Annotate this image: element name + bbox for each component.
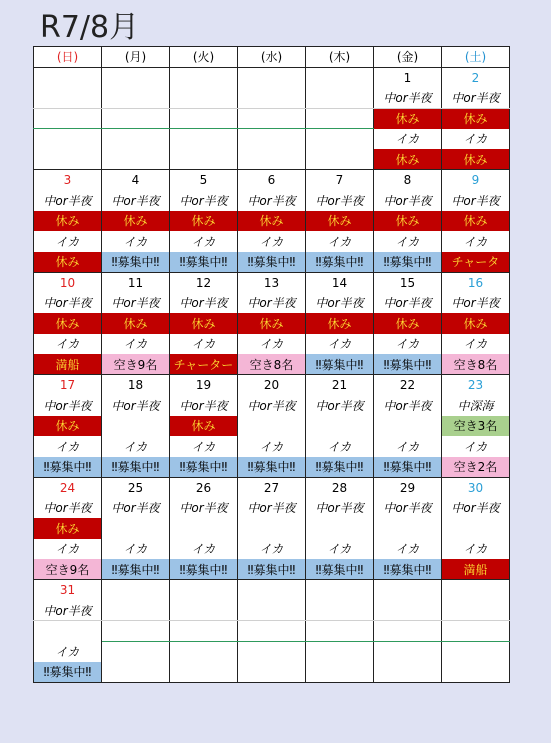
date-cell: 10 <box>34 272 102 293</box>
date-cell: 13 <box>238 272 306 293</box>
session2-cell: イカ <box>374 436 442 457</box>
session2-status-cell: 空き8名 <box>442 354 510 375</box>
week-5-s1_status-row <box>34 518 510 539</box>
session1-cell: 中or半夜 <box>442 88 510 109</box>
session1-status-cell <box>102 416 170 437</box>
session2-status-cell <box>170 149 238 170</box>
session1-status-cell: 休み <box>238 211 306 232</box>
session2-status-cell: ‼募集中‼ <box>374 457 442 478</box>
session1-cell: 中or半夜 <box>374 498 442 519</box>
weekday-header-sat: (土) <box>442 47 510 68</box>
date-cell: 23 <box>442 375 510 396</box>
week-6-s1-row <box>34 600 510 621</box>
session2-cell: イカ <box>374 231 442 252</box>
session2-cell: イカ <box>102 231 170 252</box>
session1-cell: 中or半夜 <box>34 293 102 314</box>
session1-cell: 中or半夜 <box>102 190 170 211</box>
date-cell: 9 <box>442 170 510 191</box>
date-cell: 3 <box>34 170 102 191</box>
session2-status-cell: ‼募集中‼ <box>170 559 238 580</box>
week-3-s2_status-row <box>34 354 510 375</box>
session1-cell: 中or半夜 <box>102 293 170 314</box>
date-cell: 1 <box>374 67 442 88</box>
session2-status-cell <box>102 149 170 170</box>
session1-status-cell: 休み <box>34 211 102 232</box>
session1-cell <box>306 88 374 109</box>
session2-cell: イカ <box>442 334 510 355</box>
week-6-s1_status-row <box>34 621 510 642</box>
session1-status-cell: 休み <box>102 211 170 232</box>
week-4-s2-row <box>34 436 510 457</box>
session2-status-cell: 満船 <box>34 354 102 375</box>
week-1-dates-row <box>34 67 510 88</box>
session1-status-cell <box>306 416 374 437</box>
week-1-s2-row <box>34 129 510 150</box>
session2-cell: イカ <box>102 539 170 560</box>
week-5-s2-row <box>34 539 510 560</box>
date-cell: 19 <box>170 375 238 396</box>
week-3-s2-row <box>34 334 510 355</box>
session1-status-cell: 休み <box>374 211 442 232</box>
session1-status-cell <box>170 518 238 539</box>
session1-status-cell <box>238 621 306 642</box>
date-cell: 6 <box>238 170 306 191</box>
session1-status-cell: 休み <box>374 108 442 129</box>
session1-status-cell: 休み <box>170 313 238 334</box>
date-cell: 20 <box>238 375 306 396</box>
session2-status-cell: ‼募集中‼ <box>306 457 374 478</box>
date-cell: 8 <box>374 170 442 191</box>
session1-cell: 中or半夜 <box>374 190 442 211</box>
session1-status-cell <box>34 108 102 129</box>
page-title: R7/8月 <box>40 10 140 45</box>
session1-cell <box>102 600 170 621</box>
session1-cell <box>442 600 510 621</box>
session2-cell: イカ <box>34 539 102 560</box>
session1-status-cell <box>374 518 442 539</box>
session1-status-cell: 休み <box>238 313 306 334</box>
weekday-header-row <box>34 47 510 68</box>
session2-cell <box>34 129 102 150</box>
session2-status-cell: ‼募集中‼ <box>374 252 442 273</box>
session1-status-cell: 休み <box>34 313 102 334</box>
session2-status-cell: 空き9名 <box>102 354 170 375</box>
session1-status-cell <box>306 108 374 129</box>
session1-status-cell: 休み <box>306 313 374 334</box>
session1-cell: 中or半夜 <box>374 395 442 416</box>
session2-status-cell: チャータ <box>442 252 510 273</box>
session1-cell <box>102 88 170 109</box>
session1-cell: 中or半夜 <box>170 190 238 211</box>
session1-status-cell <box>306 518 374 539</box>
session2-cell <box>102 129 170 150</box>
session1-status-cell <box>442 518 510 539</box>
week-2-dates-row <box>34 170 510 191</box>
session1-cell: 中or半夜 <box>170 293 238 314</box>
session1-status-cell: 空き3名 <box>442 416 510 437</box>
session1-status-cell: 休み <box>306 211 374 232</box>
date-cell: 12 <box>170 272 238 293</box>
date-cell <box>34 67 102 88</box>
date-cell: 18 <box>102 375 170 396</box>
session1-cell <box>238 88 306 109</box>
week-6-s2-row <box>34 641 510 662</box>
session1-cell: 中or半夜 <box>442 293 510 314</box>
session1-status-cell: 休み <box>374 313 442 334</box>
week-3-dates-row <box>34 272 510 293</box>
session1-cell: 中or半夜 <box>306 395 374 416</box>
session2-status-cell <box>306 149 374 170</box>
week-1-s1-row <box>34 88 510 109</box>
session1-status-cell: 休み <box>442 211 510 232</box>
week-6-dates-row <box>34 580 510 601</box>
session1-cell <box>238 600 306 621</box>
session1-status-cell <box>102 518 170 539</box>
session2-cell: イカ <box>102 334 170 355</box>
session2-status-cell <box>442 662 510 683</box>
week-4-s1-row <box>34 395 510 416</box>
session2-cell: イカ <box>34 334 102 355</box>
session2-status-cell <box>238 149 306 170</box>
session1-cell: 中or半夜 <box>102 395 170 416</box>
session1-cell: 中or半夜 <box>306 293 374 314</box>
session1-status-cell <box>238 518 306 539</box>
date-cell <box>238 580 306 601</box>
date-cell <box>102 580 170 601</box>
session2-cell: イカ <box>238 334 306 355</box>
date-cell: 27 <box>238 477 306 498</box>
week-6-s2_status-row <box>34 662 510 683</box>
date-cell: 5 <box>170 170 238 191</box>
session2-status-cell <box>34 149 102 170</box>
session1-cell: 中or半夜 <box>34 190 102 211</box>
session2-cell <box>374 641 442 662</box>
session2-status-cell: ‼募集中‼ <box>238 559 306 580</box>
session1-cell: 中or半夜 <box>238 498 306 519</box>
week-3-s1-row <box>34 293 510 314</box>
session2-cell: イカ <box>238 436 306 457</box>
date-cell: 7 <box>306 170 374 191</box>
date-cell <box>306 580 374 601</box>
session2-cell <box>306 641 374 662</box>
week-4-s2_status-row <box>34 457 510 478</box>
session1-cell: 中or半夜 <box>34 498 102 519</box>
session2-status-cell: ‼募集中‼ <box>374 559 442 580</box>
session1-status-cell <box>102 621 170 642</box>
session2-cell: イカ <box>238 539 306 560</box>
session2-cell <box>238 641 306 662</box>
date-cell: 31 <box>34 580 102 601</box>
session2-cell: イカ <box>102 436 170 457</box>
session2-cell: イカ <box>374 129 442 150</box>
session1-cell <box>374 600 442 621</box>
session2-cell: イカ <box>374 334 442 355</box>
session2-cell: イカ <box>170 231 238 252</box>
date-cell <box>102 67 170 88</box>
session2-cell: イカ <box>170 436 238 457</box>
session2-cell: イカ <box>442 231 510 252</box>
weekday-header-thu: (木) <box>306 47 374 68</box>
session2-cell: イカ <box>442 129 510 150</box>
session1-status-cell <box>170 108 238 129</box>
session1-cell: 中or半夜 <box>442 498 510 519</box>
session2-status-cell: 空き2名 <box>442 457 510 478</box>
session2-status-cell: チャーター <box>170 354 238 375</box>
session2-cell: イカ <box>306 539 374 560</box>
session1-status-cell: 休み <box>170 211 238 232</box>
session2-cell <box>102 641 170 662</box>
session1-cell: 中or半夜 <box>374 293 442 314</box>
date-cell: 24 <box>34 477 102 498</box>
date-cell: 21 <box>306 375 374 396</box>
weekday-header-tue: (火) <box>170 47 238 68</box>
week-5-s1-row <box>34 498 510 519</box>
session1-cell <box>170 600 238 621</box>
weekday-header-sun: (日) <box>34 47 102 68</box>
session1-cell: 中深海 <box>442 395 510 416</box>
session2-cell <box>170 641 238 662</box>
session2-status-cell: 休み <box>34 252 102 273</box>
date-cell: 22 <box>374 375 442 396</box>
session2-status-cell: ‼募集中‼ <box>102 559 170 580</box>
session1-cell: 中or半夜 <box>170 498 238 519</box>
date-cell: 25 <box>102 477 170 498</box>
session1-cell: 中or半夜 <box>306 190 374 211</box>
session1-cell: 中or半夜 <box>34 395 102 416</box>
weekday-header-mon: (月) <box>102 47 170 68</box>
date-cell: 16 <box>442 272 510 293</box>
session2-cell: イカ <box>306 334 374 355</box>
date-cell: 28 <box>306 477 374 498</box>
week-5-dates-row <box>34 477 510 498</box>
session2-cell <box>442 641 510 662</box>
session2-status-cell <box>170 662 238 683</box>
session1-cell: 中or半夜 <box>238 190 306 211</box>
week-3-s1_status-row <box>34 313 510 334</box>
session1-cell: 中or半夜 <box>442 190 510 211</box>
session1-status-cell <box>442 621 510 642</box>
session1-status-cell <box>374 621 442 642</box>
session2-cell: イカ <box>34 436 102 457</box>
week-5-s2_status-row <box>34 559 510 580</box>
session1-status-cell: 休み <box>442 313 510 334</box>
date-cell <box>374 580 442 601</box>
session2-status-cell: ‼募集中‼ <box>238 457 306 478</box>
session2-status-cell <box>374 662 442 683</box>
session1-cell: 中or半夜 <box>306 498 374 519</box>
week-4-dates-row <box>34 375 510 396</box>
session1-cell: 中or半夜 <box>238 395 306 416</box>
session1-status-cell <box>306 621 374 642</box>
session1-cell <box>306 600 374 621</box>
session1-status-cell <box>34 621 102 642</box>
session2-status-cell: 空き8名 <box>238 354 306 375</box>
session2-cell <box>238 129 306 150</box>
session2-status-cell: ‼募集中‼ <box>170 252 238 273</box>
session2-status-cell: ‼募集中‼ <box>238 252 306 273</box>
session2-status-cell <box>102 662 170 683</box>
session2-status-cell: 満船 <box>442 559 510 580</box>
week-2-s2_status-row <box>34 252 510 273</box>
date-cell <box>238 67 306 88</box>
week-2-s1_status-row <box>34 211 510 232</box>
date-cell: 4 <box>102 170 170 191</box>
session2-status-cell: 空き9名 <box>34 559 102 580</box>
session2-status-cell: ‼募集中‼ <box>306 559 374 580</box>
week-1-s1_status-row <box>34 108 510 129</box>
session1-cell: 中or半夜 <box>238 293 306 314</box>
week-1-s2_status-row <box>34 149 510 170</box>
session1-status-cell: 休み <box>170 416 238 437</box>
session2-cell: イカ <box>170 334 238 355</box>
session2-cell <box>170 129 238 150</box>
session1-status-cell <box>238 108 306 129</box>
session2-cell: イカ <box>374 539 442 560</box>
session1-status-cell <box>170 621 238 642</box>
date-cell <box>306 67 374 88</box>
session1-status-cell: 休み <box>34 416 102 437</box>
date-cell: 2 <box>442 67 510 88</box>
session1-status-cell <box>238 416 306 437</box>
session1-status-cell: 休み <box>442 108 510 129</box>
week-4-s1_status-row <box>34 416 510 437</box>
session2-status-cell: ‼募集中‼ <box>102 252 170 273</box>
session2-status-cell: ‼募集中‼ <box>170 457 238 478</box>
session2-cell: イカ <box>34 231 102 252</box>
session1-cell: 中or半夜 <box>374 88 442 109</box>
session2-cell: イカ <box>238 231 306 252</box>
date-cell <box>442 580 510 601</box>
session2-cell: イカ <box>442 436 510 457</box>
session2-status-cell <box>306 662 374 683</box>
date-cell: 15 <box>374 272 442 293</box>
session2-status-cell <box>238 662 306 683</box>
session2-status-cell: ‼募集中‼ <box>34 662 102 683</box>
session2-status-cell: 休み <box>374 149 442 170</box>
date-cell: 29 <box>374 477 442 498</box>
session2-cell: イカ <box>306 231 374 252</box>
session1-cell: 中or半夜 <box>170 395 238 416</box>
session1-status-cell: 休み <box>34 518 102 539</box>
session2-cell: イカ <box>170 539 238 560</box>
calendar-table <box>33 46 510 683</box>
session2-status-cell: ‼募集中‼ <box>306 354 374 375</box>
date-cell: 11 <box>102 272 170 293</box>
session1-cell: 中or半夜 <box>102 498 170 519</box>
date-cell: 26 <box>170 477 238 498</box>
session2-cell: イカ <box>306 436 374 457</box>
session1-cell: 中or半夜 <box>34 600 102 621</box>
session2-status-cell: ‼募集中‼ <box>34 457 102 478</box>
session2-status-cell: ‼募集中‼ <box>102 457 170 478</box>
session1-cell <box>170 88 238 109</box>
session1-status-cell <box>102 108 170 129</box>
session2-status-cell: ‼募集中‼ <box>374 354 442 375</box>
session2-status-cell: 休み <box>442 149 510 170</box>
date-cell <box>170 67 238 88</box>
weekday-header-fri: (金) <box>374 47 442 68</box>
session1-status-cell: 休み <box>102 313 170 334</box>
date-cell: 14 <box>306 272 374 293</box>
date-cell: 17 <box>34 375 102 396</box>
session2-status-cell: ‼募集中‼ <box>306 252 374 273</box>
session2-cell <box>306 129 374 150</box>
session2-cell: イカ <box>34 641 102 662</box>
session1-status-cell <box>374 416 442 437</box>
session1-cell <box>34 88 102 109</box>
date-cell <box>170 580 238 601</box>
week-2-s2-row <box>34 231 510 252</box>
date-cell: 30 <box>442 477 510 498</box>
weekday-header-wed: (水) <box>238 47 306 68</box>
week-2-s1-row <box>34 190 510 211</box>
session2-cell: イカ <box>442 539 510 560</box>
